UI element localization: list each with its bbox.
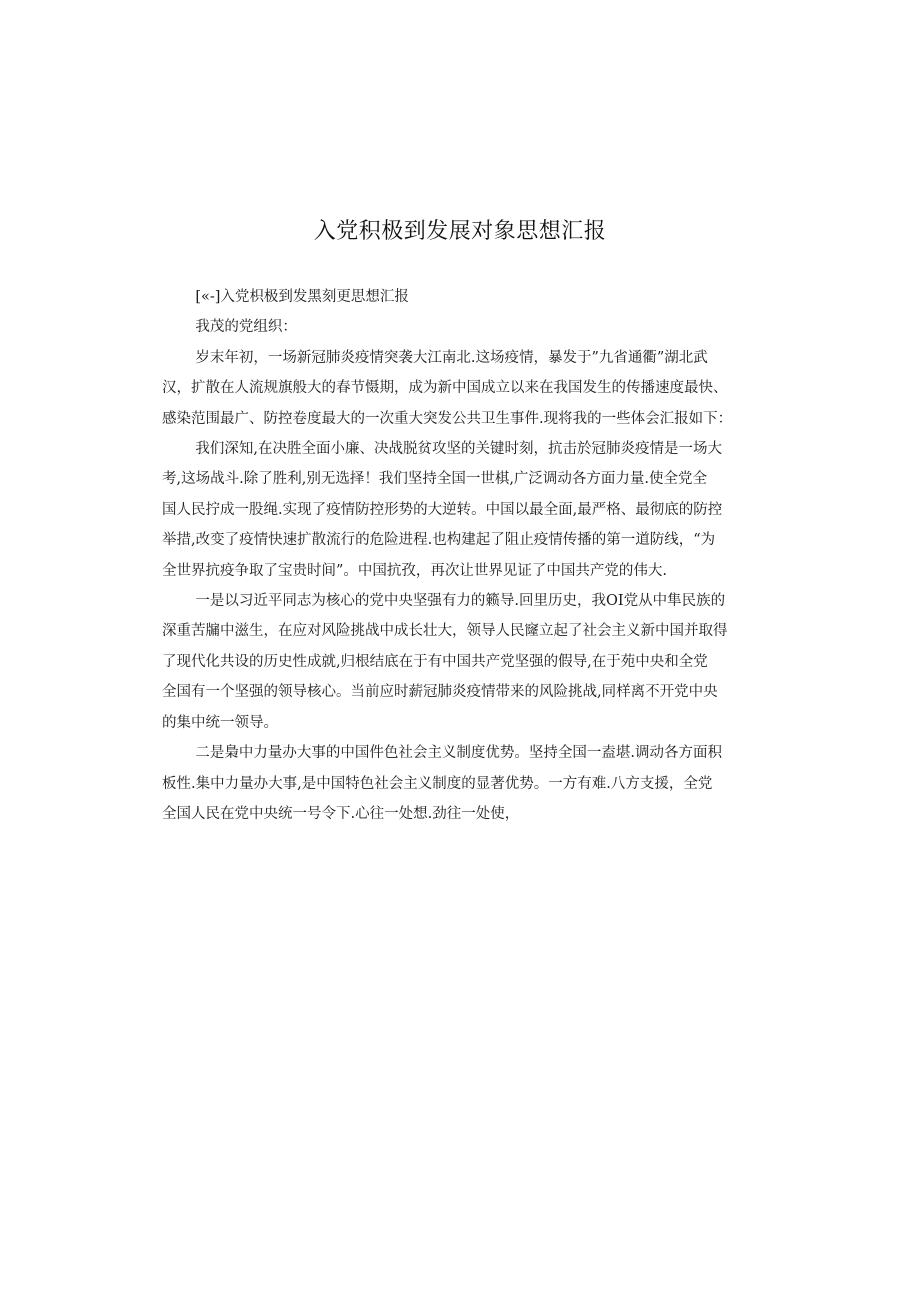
paragraph-2-line-2: 考,这场战斗.除了胜利,别无选择！我们坚持全国一世棋,广泛调动各方面力量.使全党全 [162, 471, 708, 488]
paragraph-4-line-2: 板性.集中力量办大事,是中国特色社会主义制度的显著优势。一方有难.八方支援，全党 [162, 775, 713, 792]
paragraph-2-line-4: 举措,改变了疫情快速扩散流行的危险进程.也构建起了阻止疫情传播的第一道防线，“为 [162, 532, 716, 549]
paragraph-2-line-5: 全世界抗疫争取了宝贵时间”。中国抗孜，再次让世界见证了中国共产党的伟大. [162, 562, 668, 579]
paragraph-3-line-2: 深重苦牖中滋生，在应对风险挑战中成长壮大，领导人民窿立起了社会主义新中国并取得 [162, 623, 728, 640]
paragraph-3-line-5: 的集中统一领导。 [162, 714, 278, 731]
salutation: 我茂的党组织： [195, 319, 297, 336]
subheading: [«-]入党枳极到发黑刻更思想汇报 [195, 289, 409, 305]
paragraph-1-line-2: 汉，扩散在人流规旗般大的春节慑期，成为新中国成立以来在我国发生的传播速度最快、 [162, 380, 728, 397]
page-title: 入党积极到发展对象思想汇报 [313, 219, 607, 244]
paragraph-4-line-3: 全国人民在党中央统一号令下.心往一处想.劲往一处使， [162, 805, 520, 822]
paragraph-3-line-3: 了现代化共设的历史性成就,归根结底在于有中国共产党坚强的假导,在于苑中央和全党 [162, 653, 708, 670]
paragraph-3-line-1: 一是以习近平同志为核心的党中央坚强有力的籁导.回里历史，我OI党从中隼民族的 [195, 593, 726, 610]
paragraph-4-line-1: 二是梟中力量办大事的中国件色社会主义制度优势。坚持全国一盍堪.调动各方面积 [195, 745, 722, 762]
paragraph-3-line-4: 全国有一个坚强的领导核心。当前应时薪冠肺炎疫情带来的风险挑战,同样离不开党中央 [162, 684, 718, 701]
paragraph-2-line-1: 我们深知,在决胜全面小廉、决战脱贫攻坚的关键时刻，抗击於冠肺炎疫情是一场大 [195, 441, 722, 458]
paragraph-2-line-3: 国人民拧成一股绳.实现了疫情防控形势的大逆转。中国以最全面,最严格、最彻底的防控 [162, 501, 723, 518]
paragraph-1-line-1: 岁末年初，一场新冠肺炎疫情突袭大江南北.这场疫情，暴发于”九省通衢”湖北武 [195, 349, 708, 366]
document-body [162, 282, 762, 829]
paragraph-1-line-3: 感染范围最广、防控卷度最大的一次重大突发公共卫生事件.现将我的一些体会汇报如下： [162, 410, 733, 427]
